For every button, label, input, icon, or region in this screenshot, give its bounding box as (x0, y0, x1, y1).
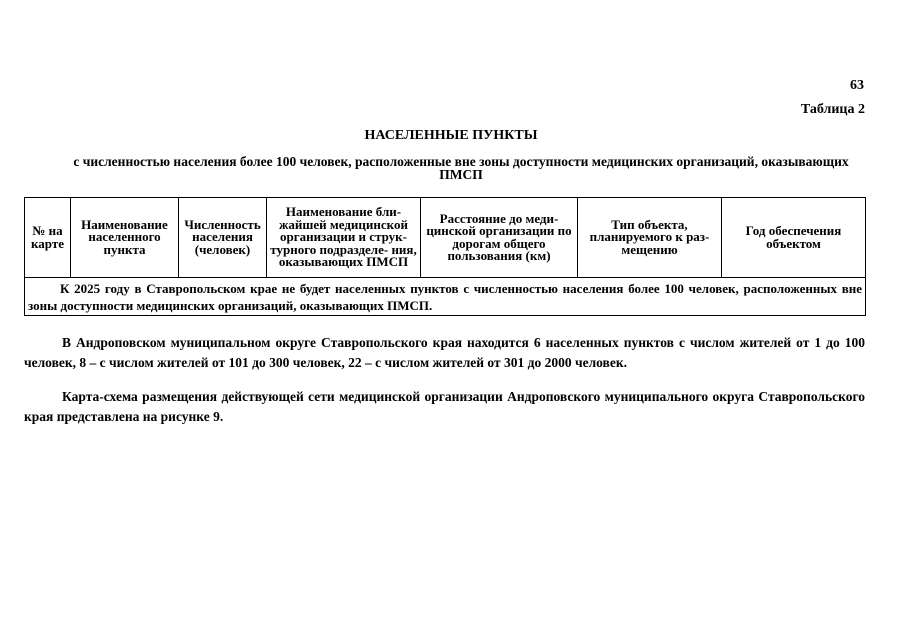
header-provision-year: Год обеспечения объектом (722, 198, 866, 278)
table-note-row (25, 278, 866, 316)
header-object-type: Тип объекта, планируемого к раз- мещению (578, 198, 722, 278)
document-title: НАСЕЛЕННЫЕ ПУНКТЫ (364, 128, 538, 143)
header-map-number: № на карте (25, 198, 71, 278)
header-population: Численность населения (человек) (179, 198, 267, 278)
table-note: К 2025 году в Ставропольском крае не будет населенных пунктов с численностью населения более 100 человек, расположенных вне зоны доступности медицинских организаций, оказывающих ПМСП. (25, 278, 866, 316)
header-distance: Расстояние до меди- цинской организации по дорогам общего пользования (км) (421, 198, 578, 278)
header-settlement-name: Наименование населенного пункта (71, 198, 179, 278)
page-number: 63 (850, 78, 864, 93)
table-label: Таблица 2 (800, 102, 865, 117)
paragraph-settlements-count: В Андроповском муниципальном округе Ставропольского края находится 6 населенных пунктов с числом жителей от 1 до 100 человек, 8 – с числом жителей от 101 до 300 человек, 22 – с числом жителей от 301 до 2000 человек. (24, 335, 865, 370)
document-subtitle: с численностью населения более 100 человек, расположенные вне зоны доступности медицинских организаций, оказывающих ПМСП (73, 154, 849, 182)
paragraph-map-reference: Карта-схема размещения действующей сети медицинской организации Андроповского муниципального округа Ставропольского края представлена на рисунке 9. (24, 389, 865, 424)
settlements-table (24, 197, 866, 316)
table-header-row (25, 198, 866, 278)
header-nearest-medical-org: Наименование бли- жайшей медицинской организации и струк- турного подразделе- ния, оказывающих ПМСП (267, 198, 421, 278)
